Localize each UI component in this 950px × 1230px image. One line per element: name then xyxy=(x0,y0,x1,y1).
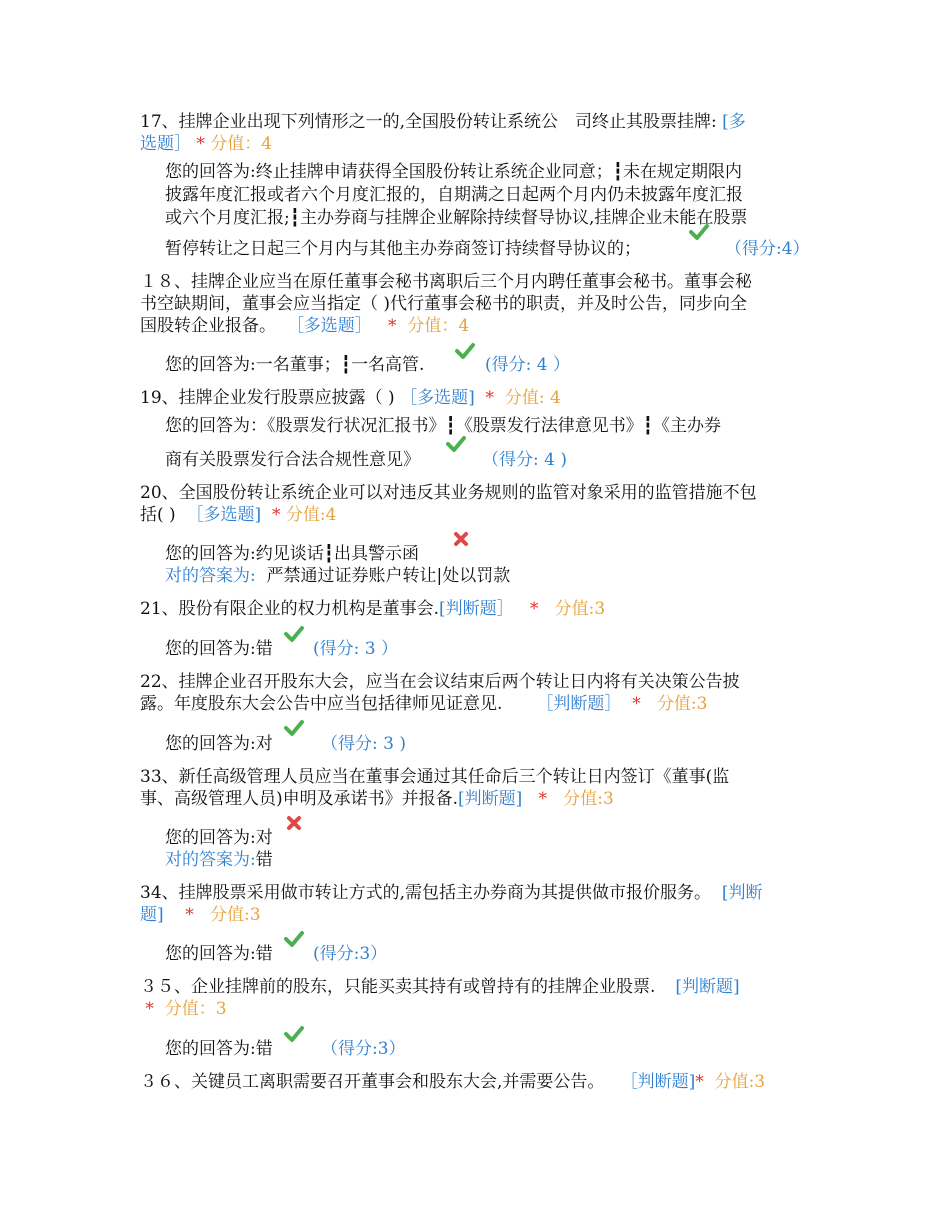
question-text: 露。年度股东大会公告中应当包括律师见证意见. xyxy=(140,694,503,714)
answer-35: 您的回答为:错 xyxy=(165,1039,273,1059)
question-text: 21、股份有限企业的权力机构是董事会. xyxy=(140,599,440,619)
question-type: ［多选题] xyxy=(400,388,475,408)
question-text: 34、挂牌股票采用做市转让方式的,需包括主办券商为其提供做市报价服务。 xyxy=(140,883,712,903)
question-21-line1 xyxy=(140,598,605,620)
question-type: [判断题］ xyxy=(439,599,514,619)
question-text: 19、挂牌企业发行股票应披露（ ) xyxy=(140,388,395,408)
question-22-line1: 22、挂牌企业召开股东大会，应当在会议结束后两个转让日内将有关决策公告披 xyxy=(140,672,740,692)
question-22-line2 xyxy=(140,693,707,715)
question-18-line1: １８、挂牌企业应当在原任董事会秘书离职后三个月内聘任董事会秘书。董事会秘 xyxy=(140,272,752,292)
answer-17-line2: 披露年度汇报或者六个月度汇报的，自期满之日起两个月内仍未披露年度汇报 xyxy=(165,185,743,205)
answer-22-score: （得分: 3 ) xyxy=(321,734,406,754)
answer-34: 您的回答为:错 xyxy=(165,944,273,964)
question-34-line2 xyxy=(140,904,261,926)
question-20-line2 xyxy=(140,504,336,526)
question-19-line1 xyxy=(140,387,561,409)
question-type: [多 xyxy=(722,112,746,132)
correct-check-icon xyxy=(446,435,466,453)
answer-text: 暂停转让之日起三个月内与其他主办券商签订持续督导协议的； xyxy=(165,239,641,259)
question-score: 分值:3 xyxy=(554,599,606,619)
required-star: * xyxy=(388,316,397,336)
question-score: 分值: 4 xyxy=(504,388,561,408)
question-score: 分值：3 xyxy=(164,999,227,1019)
question-17-line2 xyxy=(140,133,272,155)
question-34-line1 xyxy=(140,882,763,904)
answer-20: 您的回答为:约见谈话┇出具警示函 xyxy=(165,544,419,564)
answer-18-score: (得分: 4 ） xyxy=(485,355,570,375)
correct-check-icon xyxy=(689,223,709,241)
question-score: 分值:4 xyxy=(285,505,337,525)
question-type: ［多选题] xyxy=(186,505,262,525)
correct-answer-20 xyxy=(165,565,510,587)
answer-17-score: （得分:4） xyxy=(725,239,810,259)
answer-17-line3: 或六个月度汇报;┇主办券商与挂牌企业解除持续督导协议,挂牌企业未能在股票 xyxy=(165,208,748,228)
required-star: * xyxy=(196,134,205,154)
question-17-line1 xyxy=(140,111,746,133)
correct-answer-value: 严禁通过证券账户转让|处以罚款 xyxy=(266,566,511,586)
correct-answer-value: 错 xyxy=(255,850,273,870)
answer-22: 您的回答为:对 xyxy=(165,734,273,754)
answer-17-line1: 您的回答为:终止挂牌申请获得全国股份转让系统企业同意；┇未在规定期限内 xyxy=(165,162,742,182)
answer-21: 您的回答为:错 xyxy=(165,639,273,659)
answer-19-line1: 您的回答为：《股票发行状况汇报书》┇《股票发行法律意见书》┇《主办券 xyxy=(165,416,721,436)
correct-check-icon xyxy=(284,930,304,948)
required-star: * xyxy=(185,905,194,925)
question-33-line2 xyxy=(140,788,614,810)
required-star: * xyxy=(145,999,154,1019)
question-18-line2: 书空缺期间，董事会应当指定（ )代行董事会秘书的职责，并及时公告，同步向全 xyxy=(140,294,748,314)
answer-19-line2: 商有关股票发行合法合规性意见》 xyxy=(165,450,420,470)
question-18-line3 xyxy=(140,315,469,337)
question-type: [判断 xyxy=(721,883,763,903)
question-score: 分值：4 xyxy=(210,134,273,154)
correct-check-icon xyxy=(455,342,475,360)
answer-18: 您的回答为:一名董事；┇一名高管. xyxy=(165,355,425,375)
question-text: 括( ) xyxy=(140,505,176,525)
answer-34-score: (得分:3） xyxy=(313,944,388,964)
question-score: 分值:3 xyxy=(714,1072,766,1092)
required-star: * xyxy=(485,388,495,408)
required-star: * xyxy=(538,789,548,809)
correct-check-icon xyxy=(284,719,304,737)
answer-21-score: (得分: 3 ） xyxy=(313,639,398,659)
required-star: * xyxy=(695,1072,704,1092)
question-type: 题] xyxy=(140,905,164,925)
question-text: ３６、关键员工离职需要召开董事会和股东大会,并需要公告。 xyxy=(140,1072,605,1092)
question-type: ［判断题] xyxy=(620,1072,696,1092)
question-score: 分值：4 xyxy=(407,316,470,336)
question-text: 国股转企业报备。 xyxy=(140,316,276,336)
answer-17-line4 xyxy=(165,238,641,260)
correct-check-icon xyxy=(284,1025,304,1043)
required-star: * xyxy=(529,599,539,619)
question-type: 选题］ xyxy=(140,134,191,154)
question-text: 事、高级管理人员)申明及承诺书》并报备. xyxy=(140,789,459,809)
question-type: ［判断题］ xyxy=(536,694,622,714)
question-score: 分值:3 xyxy=(209,905,261,925)
question-score: 分值:3 xyxy=(656,694,708,714)
correct-check-icon xyxy=(284,625,304,643)
required-star: * xyxy=(271,505,281,525)
question-35-line2 xyxy=(140,998,227,1020)
answer-19-score: （得分: 4 ) xyxy=(482,450,567,470)
question-score: 分值:3 xyxy=(563,789,614,809)
answer-35-score: （得分:3） xyxy=(321,1039,406,1059)
wrong-cross-icon xyxy=(286,815,302,831)
wrong-cross-icon xyxy=(453,531,469,547)
question-type: [判断题] xyxy=(458,789,523,809)
question-type: ［多选题］ xyxy=(286,316,372,336)
question-text: 17、挂牌企业出现下列情形之一的,全国股份转让系统公 司终止其股票挂牌: xyxy=(140,112,723,132)
required-star: * xyxy=(632,694,641,714)
correct-answer-label: 对的答案为: xyxy=(165,566,256,586)
question-type: [判断题] xyxy=(675,977,740,997)
question-33-line1: 33、新任高级管理人员应当在董事会通过其任命后三个转让日内签订《董事(监 xyxy=(140,767,730,787)
question-35-line1 xyxy=(140,976,740,998)
question-20-line1: 20、全国股份转让系统企业可以对违反其业务规则的监管对象采用的监管措施不包 xyxy=(140,483,757,503)
correct-answer-33 xyxy=(165,849,273,871)
answer-33: 您的回答为:对 xyxy=(165,828,273,848)
question-36-line1 xyxy=(140,1071,765,1093)
question-text: ３５、企业挂牌前的股东，只能买卖其持有或曾持有的挂牌企业股票. xyxy=(140,977,656,997)
correct-answer-label: 对的答案为: xyxy=(165,850,256,870)
